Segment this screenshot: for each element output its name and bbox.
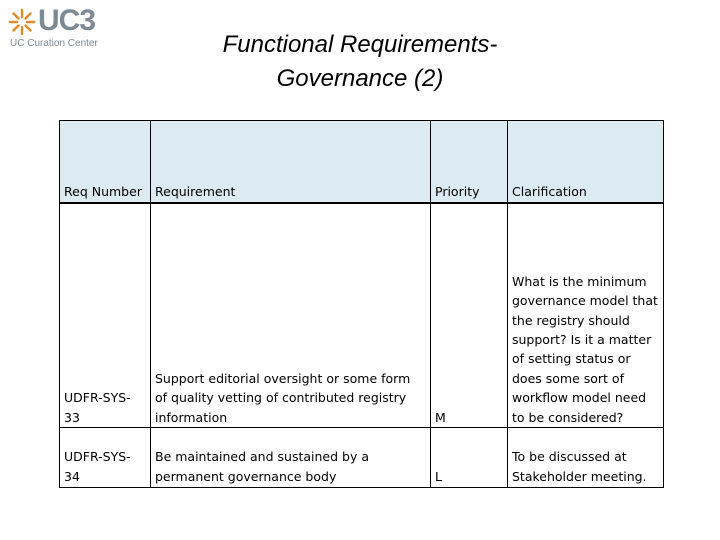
slide-title-line-2: Governance (2) xyxy=(276,65,444,92)
logo-subtitle: UC Curation Center xyxy=(10,38,98,49)
uc3-logo xyxy=(8,6,118,50)
cell-clarification: What is the minimum governance model that the registry should support? Is it a matter of setting status or does some sort of workflow model need to be considered? xyxy=(508,203,664,428)
sunburst-icon xyxy=(8,8,36,36)
slide-title-line-1: Functional Requirements- xyxy=(222,31,498,58)
logo-wordmark: UC3 xyxy=(38,4,96,37)
cell-req-number: UDFR-SYS-34 xyxy=(60,428,151,488)
cell-priority: M xyxy=(431,203,508,428)
requirements-table xyxy=(59,120,664,488)
cell-priority: L xyxy=(431,428,508,488)
cell-clarification: To be discussed at Stakeholder meeting. xyxy=(508,428,664,488)
header-clarification: Clarification xyxy=(508,121,664,204)
slide-title xyxy=(150,28,570,96)
header-priority: Priority xyxy=(431,121,508,204)
header-requirement: Requirement xyxy=(151,121,431,204)
cell-requirement: Be maintained and sustained by a permanent governance body xyxy=(151,428,431,488)
cell-requirement: Support editorial oversight or some form of quality vetting of contributed registry information xyxy=(151,203,431,428)
cell-req-number: UDFR-SYS-33 xyxy=(60,203,151,428)
table-row xyxy=(60,428,664,488)
header-req-number: Req Number xyxy=(60,121,151,204)
table-row xyxy=(60,203,664,428)
table-header-row xyxy=(60,121,664,204)
